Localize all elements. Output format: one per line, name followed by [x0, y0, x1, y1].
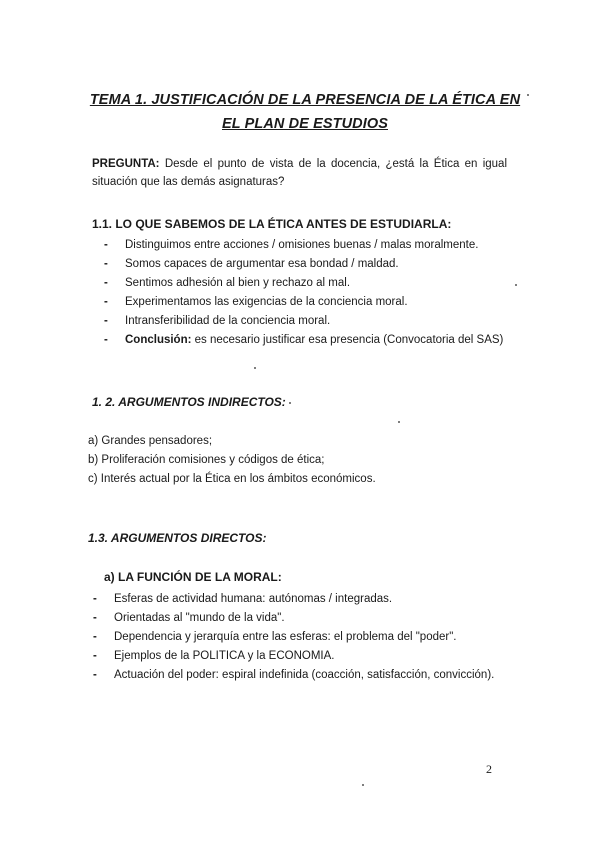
list-item: - Experimentamos las exigencias de la conciencia moral.: [104, 293, 507, 312]
question-paragraph: [92, 155, 507, 191]
conclusion-label: Conclusión:: [125, 334, 192, 346]
list-item: - Dependencia y jerarquía entre las esferas: el problema del "poder".: [93, 628, 498, 647]
section-2-heading: 1. 2. ARGUMENTOS INDIRECTOS:: [92, 395, 286, 409]
section-3-subheading: a) LA FUNCIÓN DE LA MORAL:: [104, 570, 282, 584]
list-item: - Sentimos adhesión al bien y rechazo al mal.: [104, 274, 507, 293]
scan-speck: [289, 402, 291, 404]
conclusion-text: es necesario justificar esa presencia (Convocatoria del SAS): [194, 334, 504, 346]
scan-speck: [527, 94, 529, 96]
scan-speck: [362, 784, 364, 786]
section-1-list: [104, 236, 507, 350]
section-1-heading: 1.1. LO QUE SABEMOS DE LA ÉTICA ANTES DE ESTUDIARLA:: [92, 217, 452, 231]
section-3-list: [93, 590, 498, 685]
title-line-2: EL PLAN DE ESTUDIOS: [222, 116, 388, 132]
scan-speck: [254, 367, 256, 369]
list-item: - Orientadas al "mundo de la vida".: [93, 609, 498, 628]
list-item: - Intransferibilidad de la conciencia moral.: [104, 312, 507, 331]
title-line-1: TEMA 1. JUSTIFICACIÓN DE LA PRESENCIA DE LA ÉTICA EN: [89, 92, 521, 108]
question-text: Desde el punto de vista de la docencia, ¿está la Ética en igual situación que las demás asignaturas?: [92, 158, 507, 188]
list-item: - Esferas de actividad humana: autónomas / integradas.: [93, 590, 498, 609]
list-item: a) Grandes pensadores;: [88, 435, 213, 447]
list-item: - Actuación del poder: espiral indefinida (coacción, satisfacción, convicción).: [93, 666, 498, 685]
list-item: - Somos capaces de argumentar esa bondad / maldad.: [104, 255, 507, 274]
scan-speck: [515, 284, 517, 286]
page-title: [70, 88, 540, 136]
list-item: - Distinguimos entre acciones / omisiones buenas / malas moralmente.: [104, 236, 507, 255]
conclusion-item: [104, 331, 507, 350]
question-label: PREGUNTA:: [92, 158, 160, 170]
list-item: c) Interés actual por la Ética en los ámbitos económicos.: [88, 473, 376, 485]
section-3-heading: 1.3. ARGUMENTOS DIRECTOS:: [88, 531, 267, 545]
scan-speck: [398, 421, 400, 423]
list-item: b) Proliferación comisiones y códigos de ética;: [88, 454, 325, 466]
section-2-list: [88, 432, 376, 489]
list-item: - Ejemplos de la POLITICA y la ECONOMIA.: [93, 647, 498, 666]
page-number: 2: [486, 762, 492, 776]
